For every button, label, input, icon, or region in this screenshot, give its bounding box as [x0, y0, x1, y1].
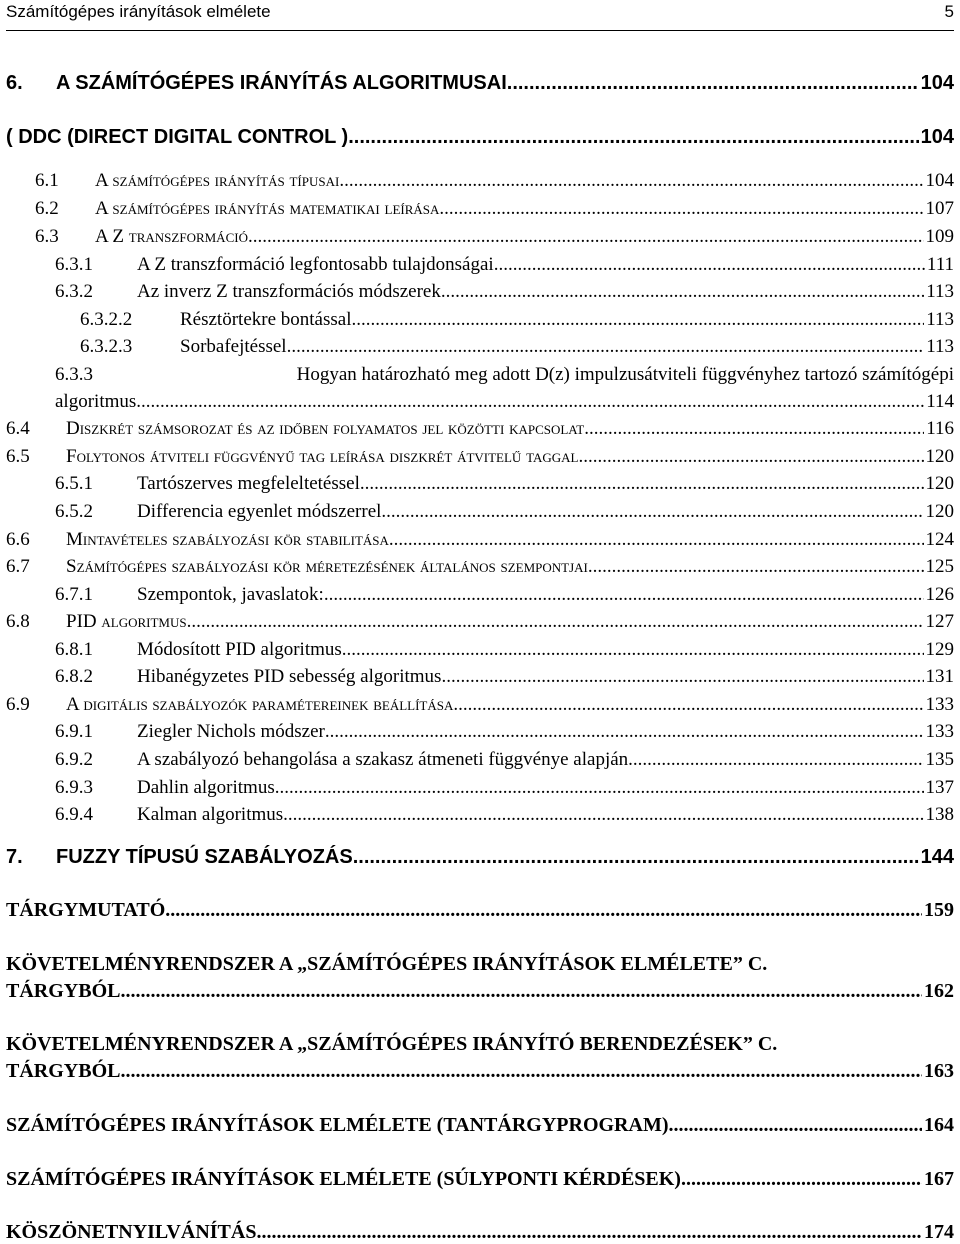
toc-entry-title-cont: TÁRGYBÓL	[6, 980, 121, 1002]
toc-entry[interactable]	[6, 1033, 954, 1056]
toc-entry-number: 6.3.2	[55, 281, 93, 302]
toc-entry[interactable]	[6, 72, 954, 95]
toc-entry[interactable]	[35, 170, 954, 192]
toc-entry-page: 125	[925, 556, 954, 577]
toc-entry[interactable]	[6, 446, 954, 468]
toc-entry-page: 120	[925, 473, 954, 494]
toc-dot-leader	[353, 846, 919, 869]
toc-dot-leader	[507, 72, 919, 95]
toc-entry-continuation[interactable]	[6, 980, 954, 1003]
toc-entry-number: 6.9.4	[55, 804, 93, 825]
toc-entry-title: Az inverz Z transzformációs módszerek	[137, 281, 441, 302]
toc-dot-leader	[441, 281, 924, 303]
toc-dot-leader	[120, 1060, 922, 1083]
toc-entry[interactable]	[55, 473, 954, 495]
toc-entry-title: KÖSZÖNETNYILVÁNÍTÁS	[6, 1221, 257, 1243]
toc-entry-number: 6.2	[35, 198, 59, 219]
toc-entry[interactable]	[6, 126, 954, 149]
toc-entry-number: 6.4	[6, 418, 30, 439]
toc-entry-number: 6.9	[6, 694, 30, 715]
toc-entry[interactable]	[6, 694, 954, 716]
toc-entry-page: 162	[924, 980, 954, 1002]
toc-entry-number: 6.6	[6, 529, 30, 550]
toc-entry-title: A Z transzformáció legfontosabb tulajdonságai	[137, 254, 494, 275]
toc-entry-title-cont: algoritmus	[55, 391, 137, 412]
toc-entry-title: Sorbafejtéssel	[180, 336, 287, 357]
toc-dot-leader	[441, 666, 923, 688]
toc-entry-page: 104	[920, 72, 954, 94]
toc-entry[interactable]	[6, 1114, 954, 1137]
toc-entry-number: 6.8	[6, 611, 30, 632]
toc-entry-number: 6.9.2	[55, 749, 93, 770]
toc-entry-title: SZÁMÍTÓGÉPES IRÁNYÍTÁSOK ELMÉLETE (TANTÁRGYPROGRAM)	[6, 1114, 669, 1136]
toc-entry-title: SZÁMÍTÓGÉPES IRÁNYÍTÁSOK ELMÉLETE (SÚLYPONTI KÉRDÉSEK)	[6, 1168, 681, 1190]
toc-entry-title: A Z transzformáció	[95, 226, 248, 247]
toc-entry-title: Kalman algoritmus	[137, 804, 284, 825]
toc-entry-number: 6.7.1	[55, 584, 93, 605]
toc-entry-number: 6.3.2.2	[80, 309, 133, 330]
toc-entry-number: 6.3.1	[55, 254, 93, 275]
toc-entry-page: 120	[925, 446, 954, 467]
toc-entry[interactable]	[55, 584, 954, 606]
toc-entry-page: 116	[926, 418, 954, 439]
toc-entry-page: 174	[924, 1221, 954, 1243]
toc-dot-leader	[351, 309, 924, 331]
toc-dot-leader	[668, 1114, 922, 1137]
toc-dot-leader	[120, 980, 922, 1003]
toc-entry-title: TÁRGYMUTATÓ	[6, 899, 166, 921]
toc-entry-number: 6.3.3	[55, 364, 93, 385]
toc-entry[interactable]	[35, 226, 954, 248]
toc-entry-title: A szabályozó behangolása a szakasz átmeneti függvénye alapján	[137, 749, 629, 770]
toc-dot-leader	[339, 170, 923, 192]
toc-entry[interactable]	[35, 198, 954, 220]
toc-dot-leader	[628, 749, 923, 771]
toc-dot-leader	[453, 694, 923, 716]
toc-entry[interactable]	[55, 666, 954, 688]
toc-entry[interactable]	[80, 309, 954, 331]
toc-entry-page: 120	[925, 501, 954, 522]
toc-dot-leader	[588, 556, 924, 578]
toc-entry[interactable]	[6, 846, 954, 869]
toc-entry-page: 144	[920, 846, 954, 868]
toc-entry[interactable]	[55, 721, 954, 743]
header-title: Számítógépes irányítások elmélete	[6, 2, 271, 21]
toc-dot-leader	[187, 611, 924, 633]
toc-entry-title: KÖVETELMÉNYRENDSZER A „SZÁMÍTÓGÉPES IRÁNYÍTÓ BERENDEZÉSEK” C.	[6, 1033, 778, 1055]
toc-entry[interactable]	[6, 529, 954, 551]
toc-entry-page: 129	[925, 639, 954, 660]
toc-entry-page: 113	[926, 336, 954, 357]
toc-entry-page: 131	[925, 666, 954, 687]
header-page-number: 5	[944, 2, 954, 21]
toc-entry-number: 6.8.2	[55, 666, 93, 687]
toc-entry[interactable]	[6, 418, 954, 440]
toc-entry-title: Folytonos átviteli függvényű tag leírása diszkrét átvitelű taggal	[66, 446, 579, 467]
toc-entry-page: 133	[925, 694, 954, 715]
toc-entry-page: 138	[925, 804, 954, 825]
toc-entry-title: Hibanégyzetes PID sebesség algoritmus	[137, 666, 442, 687]
toc-entry-number: 6.7	[6, 556, 30, 577]
toc-entry[interactable]	[6, 1221, 954, 1244]
toc-dot-leader	[381, 501, 923, 523]
toc-entry-page: 133	[925, 721, 954, 742]
toc-dot-leader	[136, 391, 924, 413]
toc-entry[interactable]	[55, 281, 954, 303]
toc-dot-leader	[325, 721, 924, 743]
toc-entry-title: KÖVETELMÉNYRENDSZER A „SZÁMÍTÓGÉPES IRÁNYÍTÁSOK ELMÉLETE” C.	[6, 953, 768, 975]
toc-entry-title: PID algoritmus	[66, 611, 187, 632]
toc-entry-title: ( DDC (DIRECT DIGITAL CONTROL )	[6, 126, 349, 148]
toc-entry-page: 124	[925, 529, 954, 550]
toc-entry-page: 167	[924, 1168, 954, 1190]
toc-entry-number: 6.9.3	[55, 777, 93, 798]
toc-entry-number: 6.1	[35, 170, 59, 191]
toc-entry-title-cont: TÁRGYBÓL	[6, 1060, 121, 1082]
toc-entry[interactable]	[80, 336, 954, 358]
toc-dot-leader	[439, 198, 923, 220]
toc-entry-page: 126	[925, 584, 954, 605]
toc-dot-leader	[248, 226, 924, 248]
toc-entry[interactable]	[6, 1168, 954, 1191]
toc-entry-page: 107	[925, 198, 954, 219]
toc-entry[interactable]	[55, 749, 954, 771]
toc-entry-number: 6.3	[35, 226, 59, 247]
toc-entry-page: 137	[925, 777, 954, 798]
toc-dot-leader	[389, 529, 924, 551]
toc-entry-title: Mintavételes szabályozási kör stabilitása	[66, 529, 389, 550]
toc-entry-page: 114	[926, 391, 954, 412]
toc-entry-title: A SZÁMÍTÓGÉPES IRÁNYÍTÁS ALGORITMUSAI	[56, 72, 507, 94]
toc-entry[interactable]	[55, 254, 954, 276]
toc-entry[interactable]	[6, 899, 954, 922]
toc-entry-title: Diszkrét számsorozat és az időben folyamatos jel közötti kapcsolat	[66, 418, 585, 439]
toc-entry-number: 6.9.1	[55, 721, 93, 742]
toc-dot-leader	[578, 446, 923, 468]
toc-dot-leader	[256, 1221, 922, 1244]
toc-entry-title: Számítógépes szabályozási kör méretezésének általános szempontjai	[66, 556, 588, 577]
toc-dot-leader	[275, 777, 924, 799]
toc-entry-title: Hogyan határozható meg adott D(z) impulzusátviteli függvényhez tartozó számítógépi	[296, 364, 954, 385]
toc-entry-title: Differencia egyenlet módszerrel	[137, 501, 382, 522]
toc-entry-page: 135	[925, 749, 954, 770]
toc-entry-page: 104	[920, 126, 954, 148]
toc-entry-page: 164	[924, 1114, 954, 1136]
toc-entry-page: 113	[926, 281, 954, 302]
toc-entry[interactable]	[55, 804, 954, 826]
toc-entry[interactable]	[6, 556, 954, 578]
toc-entry-title: FUZZY TÍPUSÚ SZABÁLYOZÁS	[56, 846, 353, 868]
toc-entry-continuation[interactable]	[55, 391, 954, 413]
toc-entry[interactable]	[6, 953, 954, 976]
toc-entry-title: Ziegler Nichols módszer	[137, 721, 325, 742]
toc-entry[interactable]	[55, 501, 954, 523]
toc-entry-page: 163	[924, 1060, 954, 1082]
toc-dot-leader	[287, 336, 925, 358]
toc-entry-number: 6.5.1	[55, 473, 93, 494]
toc-entry-number: 7.	[6, 846, 23, 868]
toc-entry-page: 104	[925, 170, 954, 191]
page-header	[6, 0, 954, 31]
toc-entry-title: A számítógépes irányítás matematikai leírása	[95, 198, 440, 219]
toc-entry-title: A digitális szabályozók paramétereinek beállítása	[66, 694, 454, 715]
toc-entry-page: 113	[926, 309, 954, 330]
toc-entry-number: 6.5.2	[55, 501, 93, 522]
toc-dot-leader	[165, 899, 922, 922]
toc-entry-title: Dahlin algoritmus	[137, 777, 275, 798]
toc-entry[interactable]	[55, 777, 954, 799]
toc-dot-leader	[360, 473, 924, 495]
toc-entry-page: 109	[925, 226, 954, 247]
toc-dot-leader	[283, 804, 923, 826]
toc-dot-leader	[348, 126, 918, 149]
toc-dot-leader	[494, 254, 925, 276]
toc-entry-page: 159	[924, 899, 954, 921]
toc-entry-title: A számítógépes irányítás típusai	[95, 170, 340, 191]
toc-entry-number: 6.	[6, 72, 23, 94]
toc-entry[interactable]	[55, 639, 954, 661]
toc-entry-number: 6.5	[6, 446, 30, 467]
toc-dot-leader	[342, 639, 924, 661]
toc-entry-number: 6.8.1	[55, 639, 93, 660]
toc-entry-page: 127	[925, 611, 954, 632]
toc-dot-leader	[324, 584, 924, 606]
toc-dot-leader	[584, 418, 924, 440]
toc-entry-continuation[interactable]	[6, 1060, 954, 1083]
toc-entry-title: Tartószerves megfeleltetéssel	[137, 473, 360, 494]
toc-entry-title: Szempontok, javaslatok:	[137, 584, 324, 605]
toc-entry-title: Módosított PID algoritmus	[137, 639, 342, 660]
toc-entry-page: 111	[926, 254, 954, 275]
toc-entry-title: Résztörtekre bontással	[180, 309, 352, 330]
toc-entry-number: 6.3.2.3	[80, 336, 133, 357]
toc-entry[interactable]	[6, 611, 954, 633]
toc-entry[interactable]	[55, 364, 954, 386]
toc-dot-leader	[681, 1168, 922, 1191]
